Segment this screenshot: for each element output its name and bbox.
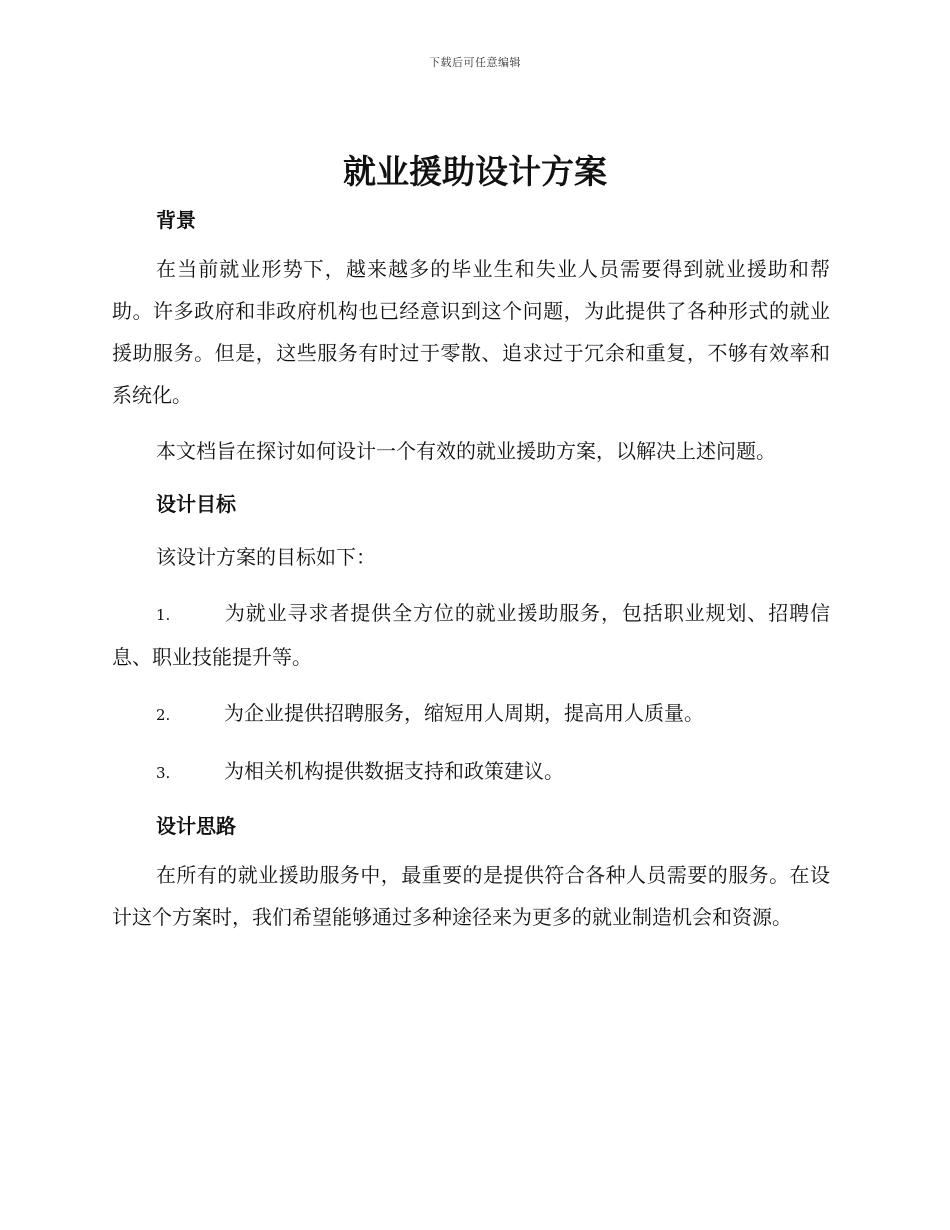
section-heading-design-goals: 设计目标 <box>156 492 236 516</box>
section-heading-background: 背景 <box>156 208 196 232</box>
goal-item <box>112 592 830 678</box>
document-title: 就业援助设计方案 <box>343 152 607 191</box>
goal-number: 2. <box>156 706 171 724</box>
goal-text: 为就业寻求者提供全方位的就业援助服务，包括职业规划、招聘信息、职业技能提升等。 <box>112 601 830 669</box>
background-paragraph: 在当前就业形势下，越来越多的毕业生和失业人员需要得到就业援助和帮助。许多政府和非政府机构也已经意识到这个问题，为此提供了各种形式的就业援助服务。但是，这些服务有时过于零散、追求过于冗余和重复，不够有效率和系统化。 <box>112 257 830 407</box>
section-heading-design-approach: 设计思路 <box>156 814 236 838</box>
goal-text: 为企业提供招聘服务，缩短用人周期，提高用人质量。 <box>224 701 704 725</box>
goal-number: 3. <box>156 764 171 782</box>
purpose-paragraph: 本文档旨在探讨如何设计一个有效的就业援助方案，以解决上述问题。 <box>156 439 776 463</box>
document-body <box>112 202 830 938</box>
page-header-note: 下载后可任意编辑 <box>429 56 521 69</box>
goal-item <box>112 750 830 794</box>
goal-text: 为相关机构提供数据支持和政策建议。 <box>224 759 564 783</box>
goal-number: 1. <box>156 606 171 624</box>
approach-paragraph: 在所有的就业援助服务中，最重要的是提供符合各种人员需要的服务。在设计这个方案时，我们希望能够通过多种途径来为更多的就业制造机会和资源。 <box>112 863 830 929</box>
goal-item <box>112 692 830 736</box>
section-design-goals <box>112 486 830 794</box>
section-background <box>112 202 830 472</box>
goals-intro: 该设计方案的目标如下： <box>156 545 376 569</box>
section-design-approach <box>112 808 830 938</box>
